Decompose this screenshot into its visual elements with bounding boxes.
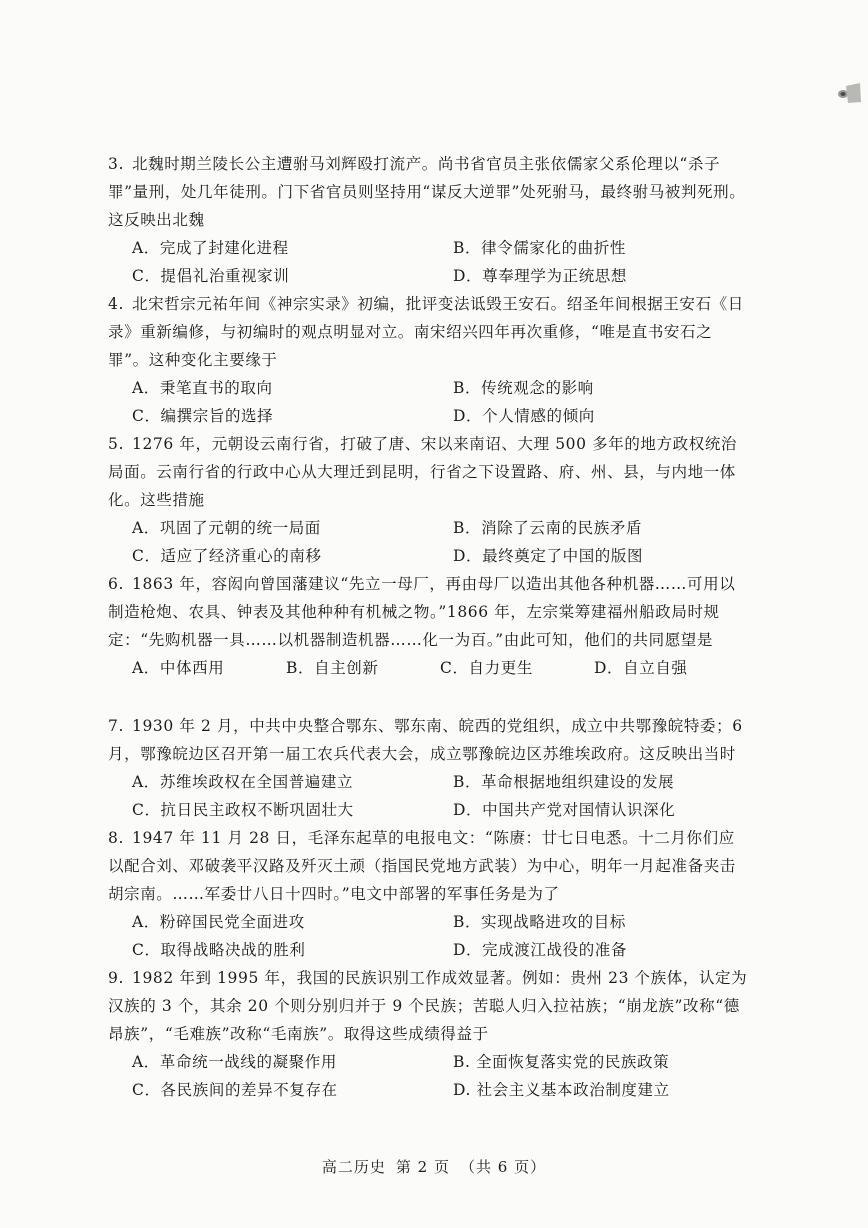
option-c: C．各民族间的差异不复存在 (132, 1081, 338, 1099)
question-8 (108, 824, 748, 964)
question-number: 5. (108, 435, 124, 453)
question-9 (108, 964, 748, 1104)
option-b: B．传统观念的影响 (452, 379, 594, 397)
options (108, 1048, 748, 1104)
options (108, 654, 748, 682)
option-b: B．革命根据地组织建设的发展 (452, 773, 675, 791)
question-stem (108, 290, 748, 374)
option-c: C．编撰宗旨的选择 (132, 407, 274, 425)
question-number: 7. (108, 717, 124, 735)
question-number: 3. (108, 155, 124, 173)
option-d: D．完成渡江战役的准备 (452, 941, 628, 959)
option-a: A．革命统一战线的凝聚作用 (132, 1053, 337, 1071)
question-stem (108, 824, 748, 908)
question-number: 4. (108, 295, 124, 313)
footer-total-pages: （共 6 页） (460, 1158, 547, 1176)
question-4 (108, 290, 748, 430)
option-a: A．巩固了元朝的统一局面 (132, 519, 321, 537)
option-a: A．秉笔直书的取向 (132, 379, 273, 397)
question-stem (108, 570, 748, 654)
options (108, 514, 748, 570)
option-c: C．提倡礼治重视家训 (132, 267, 290, 285)
options (108, 374, 748, 430)
question-number: 9. (108, 969, 124, 987)
question-text: 北魏时期兰陵长公主遭驸马刘辉殴打流产。尚书省官员主张依儒家父系伦理以“杀子罪”量刑，处几年徒刑。门下省官员则坚持用“谋反大逆罪”处死驸马，最终驸马被判死刑。这反映出北魏 (108, 155, 746, 229)
question-stem (108, 712, 748, 768)
options (108, 908, 748, 964)
question-text: 1930 年 2 月，中共中央整合鄂东、鄂东南、皖西的党组织，成立中共鄂豫皖特委；6 月，鄂豫皖边区召开第一届工农兵代表大会，成立鄂豫皖边区苏维埃政府。这反映出当时 (108, 717, 743, 763)
option-c: C．自力更生 (440, 659, 533, 677)
option-c: C．适应了经济重心的南移 (132, 547, 322, 565)
option-d: D. 社会主义基本政治制度建立 (452, 1081, 670, 1099)
question-text: 北宋哲宗元祐年间《神宗实录》初编，批评变法诋毁王安石。绍圣年间根据王安石《日录》重新编修，与初编时的观点明显对立。南宋绍兴四年再次重修，“唯是直书安石之罪”。这种变化主要缘于 (108, 295, 744, 369)
option-b: B．律令儒家化的曲折性 (452, 239, 626, 257)
option-d: D．个人情感的倾向 (452, 407, 595, 425)
option-a: A．苏维埃政权在全国普遍建立 (132, 773, 354, 791)
option-d: D．尊奉理学为正统思想 (452, 267, 628, 285)
option-d: D．中国共产党对国情认识深化 (452, 801, 676, 819)
option-b: B．消除了云南的民族矛盾 (452, 519, 643, 537)
option-c: C．取得战略决战的胜利 (132, 941, 306, 959)
question-text: 1276 年，元朝设云南行省，打破了唐、宋以来南诏、大理 500 多年的地方政权统治局面。云南行省的行政中心从大理迁到昆明，行省之下设置路、府、州、县，与内地一体化。这些措施 (108, 435, 738, 509)
option-b: B. 全面恢复落实党的民族政策 (452, 1053, 670, 1071)
question-6 (108, 570, 748, 682)
option-d: D．最终奠定了中国的版图 (452, 547, 644, 565)
question-7 (108, 712, 748, 824)
options (108, 234, 748, 290)
option-b: B．实现战略进攻的目标 (452, 913, 626, 931)
option-d: D．自立自强 (594, 659, 688, 677)
question-stem (108, 150, 748, 234)
question-text: 1947 年 11 月 28 日，毛泽东起草的电报电文：“陈赓：廿七日电悉。十二月你们应以配合刘、邓破袭平汉路及歼灭土顽（指国民党地方武装）为中心，明年一月起准备夹击胡宗南。……军委廿八日十四时。”电文中部署的军事任务是为了 (108, 829, 736, 903)
page-footer (0, 1156, 868, 1177)
option-c: C．抗日民主政权不断巩固壮大 (132, 801, 354, 819)
question-stem (108, 964, 748, 1048)
options (108, 768, 748, 824)
question-3 (108, 150, 748, 290)
footer-subject: 高二历史 (321, 1158, 386, 1176)
question-number: 8. (108, 829, 124, 847)
option-b: B．自主创新 (286, 659, 379, 677)
option-a: A．粉碎国民党全面进攻 (132, 913, 305, 931)
question-stem (108, 430, 748, 514)
footer-page-number: 第 2 页 (395, 1158, 450, 1176)
corner-hole-mark (834, 80, 862, 106)
question-number: 6. (108, 575, 124, 593)
question-text: 1982 年到 1995 年，我国的民族识别工作成效显著。例如：贵州 23 个族体，认定为汉族的 3 个，其余 20 个则分别归并于 9 个民族；苦聪人归入拉祜族；“崩龙族”改称“德昂族”，“毛难族”改称“毛南族”。取得这些成绩得益于 (108, 969, 748, 1043)
option-a: A．中体西用 (132, 659, 225, 677)
question-text: 1863 年，容闳向曾国藩建议“先立一母厂，再由母厂以造出其他各种机器……可用以制造枪炮、农具、钟表及其他种种有机械之物。”1866 年，左宗棠筹建福州船政局时规定：“先购机器一具……以机器制造机器……化一为百。”由此可知，他们的共同愿望是 (108, 575, 736, 649)
option-a: A．完成了封建化进程 (132, 239, 289, 257)
question-5 (108, 430, 748, 570)
